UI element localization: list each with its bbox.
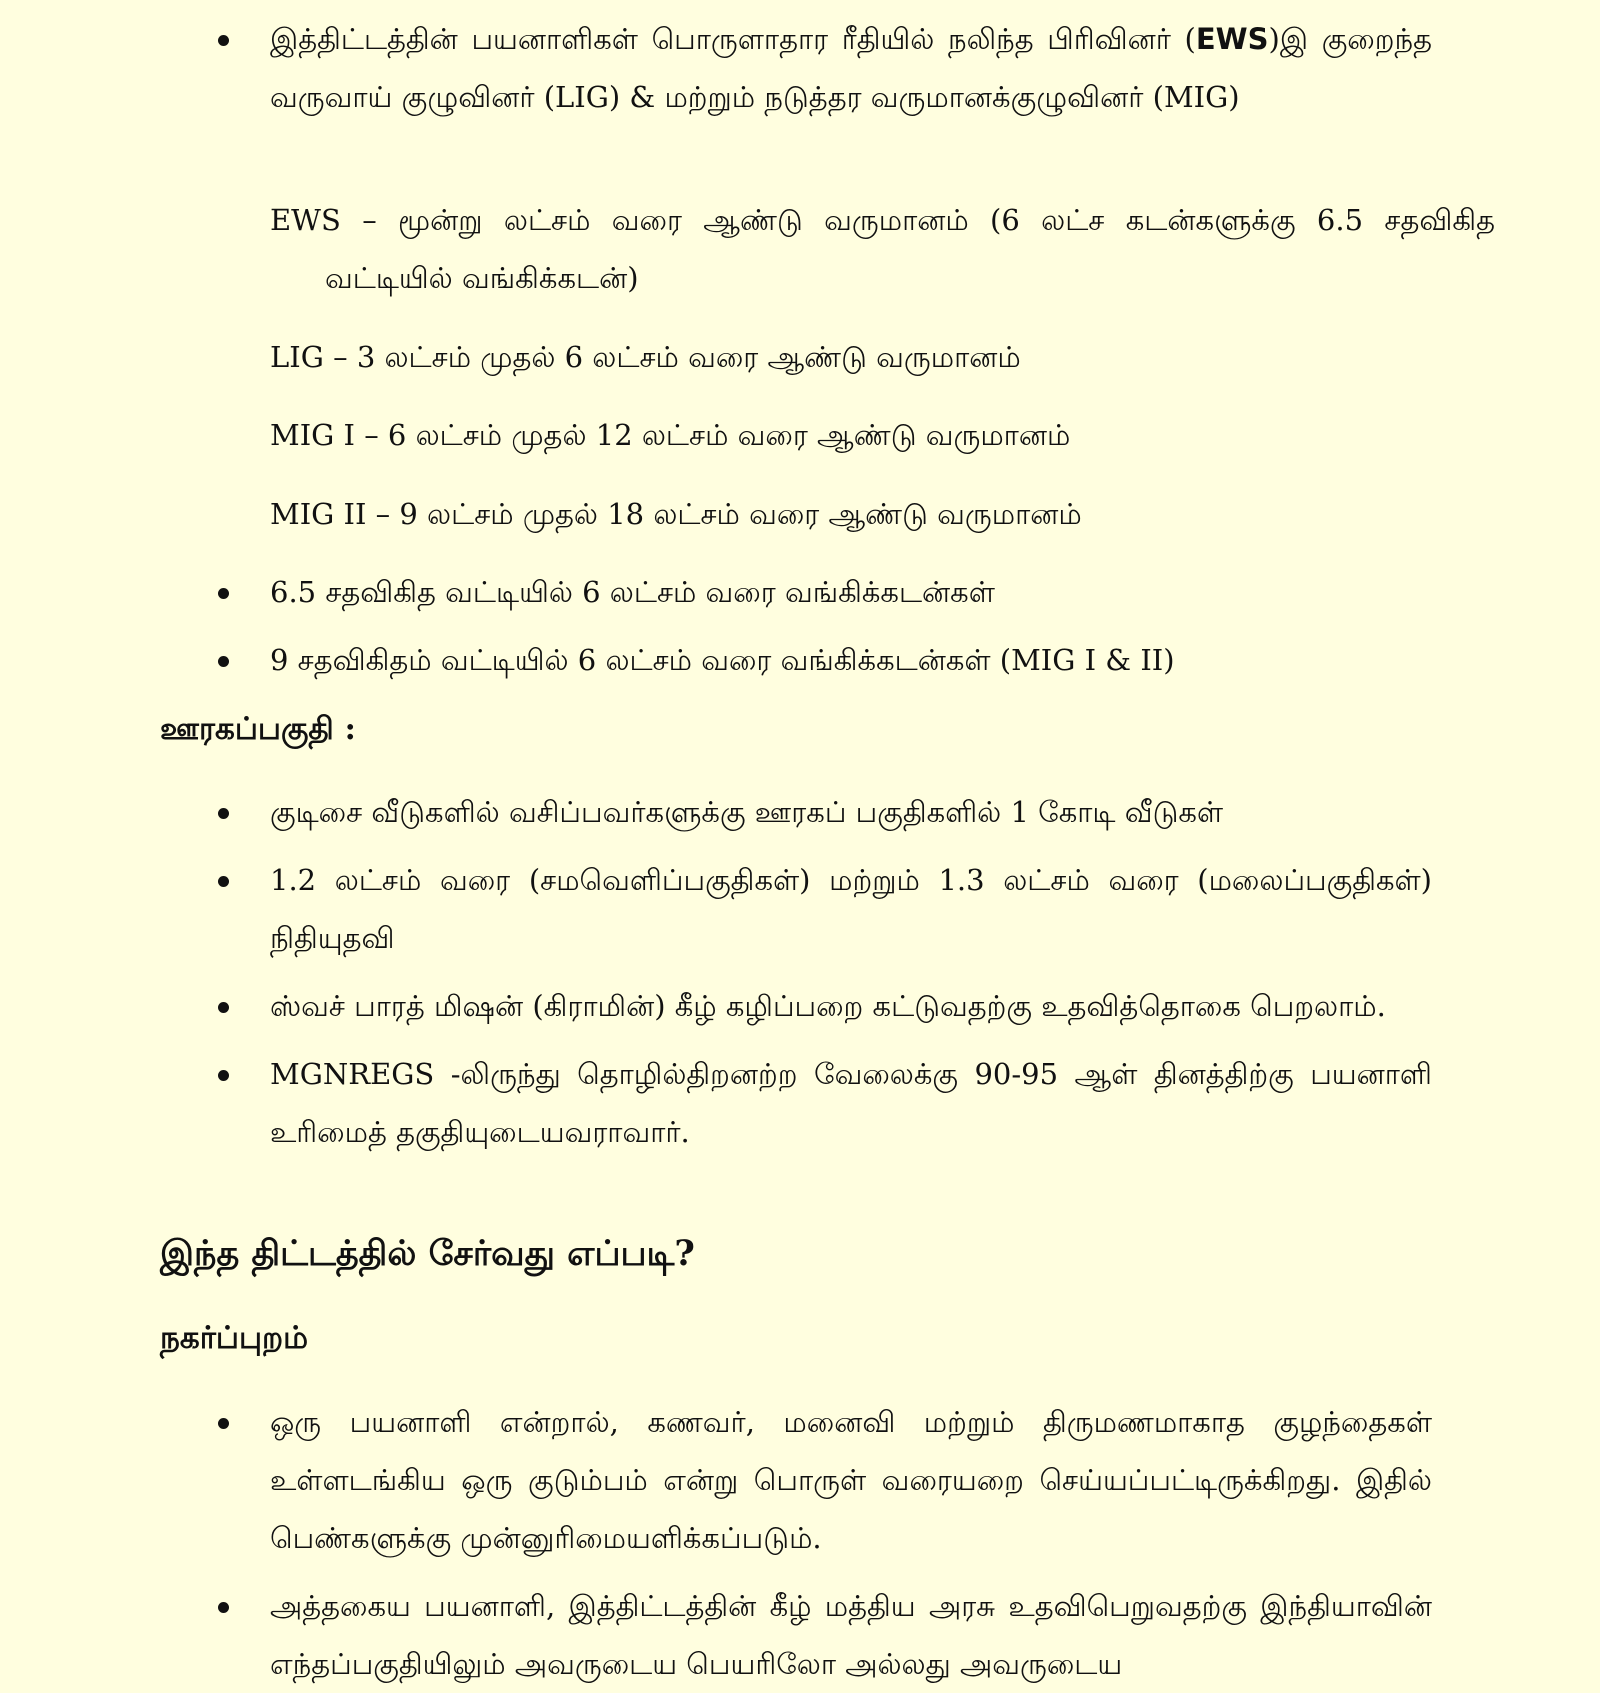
list-item	[0, 1393, 1600, 1567]
bullet-icon	[218, 656, 229, 667]
beneficiary-text-c: )இ குறைந்த வருவாய் குழுவினர் (LIG) & மற்றும் நடுத்தர வருமானக்குழுவினர் (MIG)	[270, 22, 1432, 114]
bullet-icon	[218, 876, 229, 887]
bullet-icon	[218, 808, 229, 819]
bullet-icon	[218, 1602, 229, 1613]
list-item-text: ஒரு பயனாளி என்றால், கணவர், மனைவி மற்றும் திருமணமாகாத குழந்தைகள் உள்ளடங்கிய ஒரு குடும்பம் என்று பொருள் வரையறை செய்யப்பட்டிருக்கிறது. இதில் பெண்களுக்கு முன்னுரிமையளிக்கப்படும்.	[270, 1405, 1432, 1555]
bullet-icon	[218, 35, 229, 46]
list-item	[0, 1045, 1600, 1161]
list-item-text: ஸ்வச் பாரத் மிஷன் (கிராமின்) கீழ் கழிப்பறை கட்டுவதற்கு உதவித்தொகை பெறலாம்.	[270, 989, 1386, 1023]
list-item-text: 9 சதவிகிதம் வட்டியில் 6 லட்சம் வரை வங்கிக்கடன்கள் (MIG I & II)	[270, 643, 1175, 677]
list-item	[0, 1577, 1600, 1693]
rural-list	[0, 783, 1600, 1161]
tier-ews: EWS – மூன்று லட்சம் வரை ஆண்டு வருமானம் (6 லட்ச கடன்களுக்கு 6.5 சதவிகித வட்டியில் வங்கிக்கடன்)	[270, 203, 1495, 295]
bullet-icon	[218, 1070, 229, 1081]
bullet-icon	[218, 1418, 229, 1429]
list-item	[0, 977, 1600, 1035]
list-item	[0, 783, 1600, 841]
join-heading: இந்த திட்டத்தில் சேர்வது எப்படி?	[160, 1233, 695, 1274]
tier-mig2: MIG II – 9 லட்சம் முதல் 18 லட்சம் வரை ஆண்டு வருமானம்	[270, 497, 1082, 531]
bullet-icon	[218, 1002, 229, 1013]
rural-heading: ஊரகப்பகுதி :	[160, 711, 357, 747]
urban-heading: நகர்ப்புறம்	[160, 1320, 309, 1356]
bullet-icon	[218, 588, 229, 599]
list-item-text: 6.5 சதவிகித வட்டியில் 6 லட்சம் வரை வங்கிக்கடன்கள்	[270, 575, 995, 609]
list-item	[0, 563, 1600, 621]
list-item-text: 1.2 லட்சம் வரை (சமவெளிப்பகுதிகள்) மற்றும் 1.3 லட்சம் வரை (மலைப்பகுதிகள்) நிதியுதவி	[270, 863, 1432, 955]
beneficiary-text-a: இத்திட்டத்தின் பயனாளிகள் பொருளாதார ரீதியில் நலிந்த பிரிவினர் (	[270, 22, 1196, 56]
list-item	[0, 631, 1600, 689]
urban-list	[0, 1393, 1600, 1693]
loan-list	[0, 563, 1600, 689]
beneficiary-list	[0, 10, 1600, 126]
list-item	[0, 851, 1600, 967]
tier-lig: LIG – 3 லட்சம் முதல் 6 லட்சம் வரை ஆண்டு வருமானம்	[270, 340, 1021, 374]
tier-mig1: MIG I – 6 லட்சம் முதல் 12 லட்சம் வரை ஆண்டு வருமானம்	[270, 418, 1071, 452]
ews-bold-text: EWS	[1195, 22, 1269, 56]
list-item-text: குடிசை வீடுகளில் வசிப்பவர்களுக்கு ஊரகப் பகுதிகளில் 1 கோடி வீடுகள்	[270, 795, 1224, 829]
list-item-text: MGNREGS -லிருந்து தொழில்திறனற்ற வேலைக்கு 90-95 ஆள் தினத்திற்கு பயனாளி உரிமைத் தகுதியுடையவராவார்.	[270, 1057, 1432, 1149]
list-item-text: அத்தகைய பயனாளி, இத்திட்டத்தின் கீழ் மத்திய அரசு உதவிபெறுவதற்கு இந்தியாவின் எந்தப்பகுதியிலும் அவருடைய பெயரிலோ அல்லது அவருடைய	[270, 1589, 1432, 1681]
list-item	[0, 10, 1600, 126]
